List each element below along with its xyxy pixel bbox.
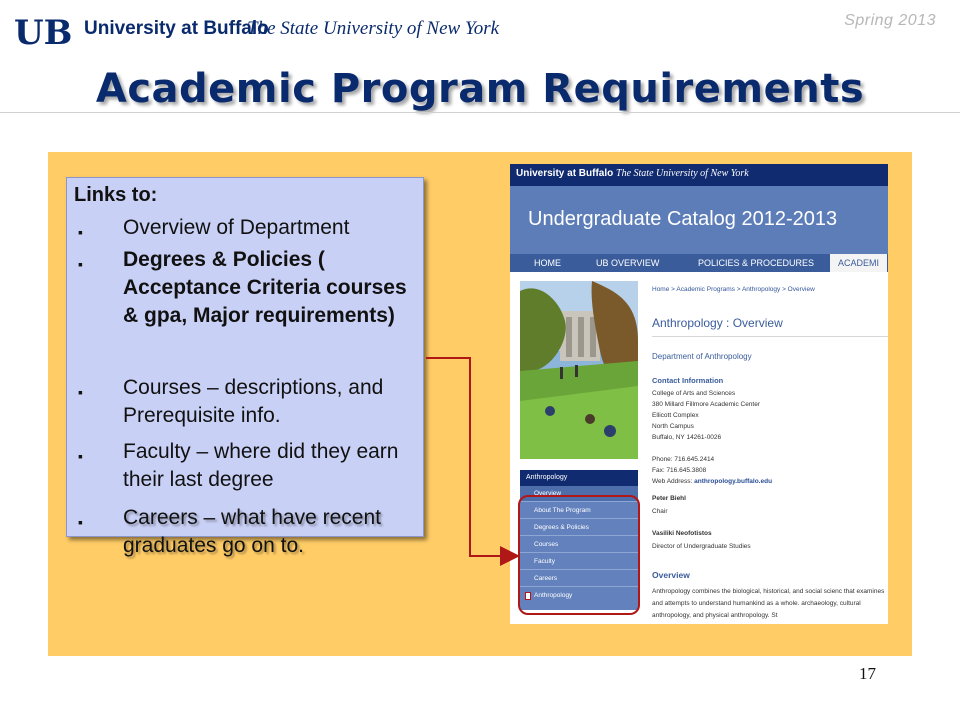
- list-item-text: Degrees & Policies ( Acceptance Criteria courses & gpa, Major requirements): [123, 248, 407, 327]
- catalog-brand: [516, 168, 749, 179]
- list-item: [78, 504, 418, 560]
- nav-home[interactable]: HOME: [534, 258, 561, 268]
- catalog-nav: [510, 254, 888, 272]
- address-line: North Campus: [652, 423, 694, 430]
- sidebar-heading: Anthropology: [520, 470, 638, 486]
- address-line: 380 Millard Fillmore Academic Center: [652, 401, 761, 408]
- page-number: 17: [859, 664, 876, 683]
- chair-name: [652, 495, 686, 502]
- contact-heading: Contact Information: [652, 376, 724, 385]
- address-line: Buffalo, NY 14261-0026: [652, 434, 722, 441]
- bullet-icon: ▪: [78, 514, 83, 530]
- campus-photo: [520, 281, 638, 459]
- callout-heading: Links to:: [74, 184, 158, 206]
- director-title: Director of Undergraduate Studies: [652, 543, 751, 550]
- nav-policies[interactable]: POLICIES & PROCEDURES: [698, 258, 815, 268]
- sidebar-item-about[interactable]: About The Program: [520, 503, 638, 519]
- address-line: Ellicott Complex: [652, 412, 699, 419]
- phone-line: Phone: 716.645.2414: [652, 456, 715, 463]
- heading-divider: [652, 336, 888, 337]
- term-label: Spring 2013: [844, 12, 936, 29]
- sidebar-item-overview[interactable]: Overview: [520, 486, 638, 502]
- sidebar-item-degrees[interactable]: Degrees & Policies: [520, 520, 638, 536]
- list-item: [78, 214, 418, 242]
- ub-logo-text: UB: [14, 14, 73, 48]
- list-item-text: Careers – what have recent graduates go on to.: [123, 506, 381, 557]
- fax-line: Fax: 716.645.3808: [652, 467, 707, 474]
- chair-title: Chair: [652, 508, 668, 515]
- list-item-text: Faculty – where did they earn their last degree: [123, 440, 399, 491]
- institution-subtitle: The State University of New York: [247, 18, 500, 39]
- catalog-page-heading: Anthropology : Overview: [652, 316, 783, 330]
- bullet-icon: ▪: [78, 224, 83, 240]
- institution-name: University at Buffalo: [84, 18, 269, 39]
- bullet-icon: ▪: [78, 384, 83, 400]
- catalog-brand-name: University at Buffalo: [516, 168, 614, 179]
- list-item-text: Overview of Department: [123, 216, 350, 239]
- title-divider: [0, 112, 960, 113]
- highlight-ring: [518, 495, 640, 615]
- breadcrumb[interactable]: Home > Academic Programs > Anthropology > Overview: [652, 286, 815, 293]
- list-item: [78, 374, 418, 430]
- director-name-text: Vasiliki Neofotistos: [652, 530, 712, 537]
- bullet-icon: ▪: [78, 448, 83, 464]
- catalog-brand-sub: The State University of New York: [616, 168, 749, 179]
- list-item-text: Courses – descriptions, and Prerequisite info.: [123, 376, 384, 427]
- overview-heading: Overview: [652, 570, 690, 580]
- catalog-screenshot: [510, 164, 888, 624]
- nav-ub-overview[interactable]: UB OVERVIEW: [596, 258, 660, 268]
- ub-logo-icon: [14, 14, 76, 48]
- chair-name-text: Peter Biehl: [652, 495, 686, 502]
- department-name: Department of Anthropology: [652, 352, 752, 361]
- sidebar-item-courses[interactable]: Courses: [520, 537, 638, 553]
- sidebar-item-careers[interactable]: Careers: [520, 571, 638, 587]
- address-line: College of Arts and Sciences: [652, 390, 736, 397]
- nav-academic[interactable]: ACADEMI: [830, 254, 887, 272]
- list-item: [78, 246, 418, 330]
- web-line: [652, 478, 772, 485]
- catalog-title: Undergraduate Catalog 2012-2013: [528, 208, 838, 230]
- sidebar-item-faculty[interactable]: Faculty: [520, 554, 638, 570]
- sidebar-pdf-label: Anthropology: [534, 592, 573, 599]
- list-item: [78, 438, 418, 494]
- bullet-icon: ▪: [78, 256, 83, 272]
- overview-text: Anthropology combines the biological, historical, and social scienc that examines and attempts to understand humankind as a whole. archaeology, cultural anthropology, and physical anthropology. St: [652, 588, 885, 619]
- director-name: [652, 530, 712, 537]
- web-label: Web Address:: [652, 478, 693, 485]
- web-link[interactable]: anthropology.buffalo.edu: [694, 478, 773, 485]
- slide-title: Academic Program Requirements: [95, 66, 865, 112]
